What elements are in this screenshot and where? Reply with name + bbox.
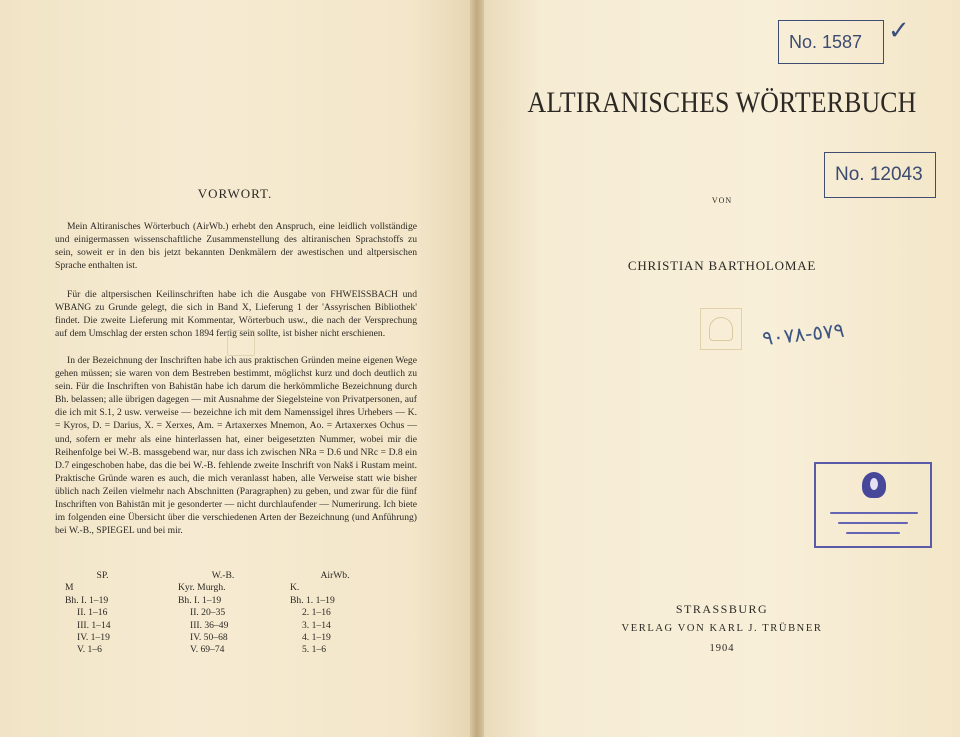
- column-subheader: K.: [290, 582, 300, 594]
- book-title: ALTIRANISCHES WÖRTERBUCH: [527, 86, 917, 119]
- book-gutter: [470, 0, 484, 737]
- concordance-cell: III. 36–49: [190, 619, 229, 631]
- preface-paragraph-1: [55, 220, 417, 272]
- concordance-column-wb: [178, 570, 268, 657]
- handwritten-shelfmark: ٥٧٩-٩٠٧٨: [760, 317, 846, 351]
- paragraph-text: Für die altpersischen Keilinschriften habe ich die Ausgabe von FHWEISSBACH und WBANG zu Grunde gelegt, die sich in Band X, Lieferung 1 der 'Assyrischen Bibliothek' findet. Die zweite Lieferung mit Kommentar, Wörterbuch usw., die nach der Versprechung auf dem Umschlag der ersten schon 1894 fertig sein sollte, ist bisher nicht erschienen.: [55, 289, 417, 340]
- publication-year: 1904: [709, 643, 735, 654]
- concordance-cell: 2. 1–16: [302, 607, 331, 619]
- catalog-label-second: [824, 152, 936, 198]
- concordance-column-airwb: [290, 570, 380, 657]
- column-subheader: M: [65, 582, 74, 594]
- concordance-column-spiegel: [65, 570, 140, 657]
- paragraph-text: Mein Altiranisches Wörterbuch (AirWb.) erhebt den Anspruch, eine leidlich vollständige und einigermassen wissenschaftliche Zusammenstellung des altiranischen Sprachstoffs zu sein, soweit er in den bis jetzt bekannten Denkmälern der awestischen und altpersischen Sprache enthalten ist.: [55, 221, 417, 272]
- publisher-name: VERLAG VON KARL J. TRÜBNER: [621, 623, 823, 634]
- column-subheader: Kyr. Murgh.: [178, 582, 226, 594]
- catalog-number: No. 12043: [835, 164, 923, 185]
- concordance-cell: V. 69–74: [190, 644, 225, 656]
- library-stamp: [814, 462, 932, 548]
- column-header: SP.: [96, 570, 109, 581]
- column-header: AirWb.: [320, 570, 350, 581]
- stamp-script-line: [830, 512, 918, 514]
- concordance-cell: V. 1–6: [77, 644, 102, 656]
- concordance-cell: 5. 1–6: [302, 644, 326, 656]
- left-page: [0, 0, 470, 737]
- right-page-title: [484, 0, 960, 737]
- stamp-script-line: [846, 532, 900, 534]
- faint-emblem-stamp: [227, 330, 255, 356]
- seal-emblem-icon: [862, 472, 886, 498]
- publication-city: STRASSBURG: [675, 602, 769, 616]
- concordance-cell: III. 1–14: [77, 619, 111, 631]
- author-name: CHRISTIAN BARTHOLOMAE: [627, 258, 817, 273]
- concordance-cell: 3. 1–14: [302, 619, 331, 631]
- concordance-cell: IV. 50–68: [190, 631, 228, 643]
- concordance-table: [60, 570, 420, 670]
- concordance-cell: IV. 1–19: [77, 631, 110, 643]
- catalog-label-top: [778, 20, 884, 64]
- concordance-cell: II. 1–16: [77, 607, 108, 619]
- stamp-script-line: [838, 522, 908, 524]
- concordance-cell: Bh. 1. 1–19: [290, 594, 335, 606]
- preface-paragraph-3: [55, 354, 417, 537]
- column-header: W.-B.: [211, 570, 235, 581]
- concordance-cell: Bh. I. 1–19: [178, 594, 222, 606]
- concordance-cell: 4. 1–19: [302, 631, 331, 643]
- concordance-cell: II. 20–35: [190, 607, 226, 619]
- by-line: VON: [711, 196, 733, 205]
- publisher-emblem: [700, 308, 742, 350]
- checkmark-icon: ✓: [888, 16, 910, 46]
- vorwort-heading: VORWORT.: [197, 186, 273, 201]
- concordance-cell: Bh. I. 1–19: [65, 594, 109, 606]
- catalog-number: No. 1587: [789, 32, 863, 52]
- paragraph-text: In der Bezeichnung der Inschriften habe ich aus praktischen Gründen meine eigenen Wege gehen müssen; sie waren von dem Bestreben bestimmt, möglichst kurz und doch deutlich zu sein. Für die Inschriften von Bahistān habe ich darum die herkömmliche Bezeichnung durch Bh. belassen; alle übrigen dagegen — mit Ausnahme der Siegelsteine von Privatpersonen, auf die ich mit S.1, 2 usw. verweise — bezeichne ich mit dem Namenssigel ihres Urhebers — K. = Kyros, D. = Darius, X. = Xerxes, Am. = Artaxerxes Mnemon, Ao. = Artaxerxes Ochus — und, sofern er mehr als eine hinterlassen hat, einer beigesetzten Nummer, wobei mir die Reihenfolge bei W.-B. massgebend war, nur dass ich zwischen NRa = D.6 und NRc = D.8 ein D.7 eingeschoben habe, das die bei W.-B. fehlende zweite Inschrift von Nakš i Rustam meint. Praktische Gründe waren es auch, die mich veranlasst haben, alle Verweise statt wie bisher üblich nach Zeilen vielmehr nach Abschnitten (Paragraphen) zu geben, und zwar für die fünf Inschriften von Bahistān mit je gesonderter — nicht durchlaufender — Numerirung. Ich biete im folgenden eine Übersicht über die verschiedenen Arten der Bezeichnung (und Anführung) bei W.-B., SPIEGEL und bei mir.: [55, 355, 417, 537]
